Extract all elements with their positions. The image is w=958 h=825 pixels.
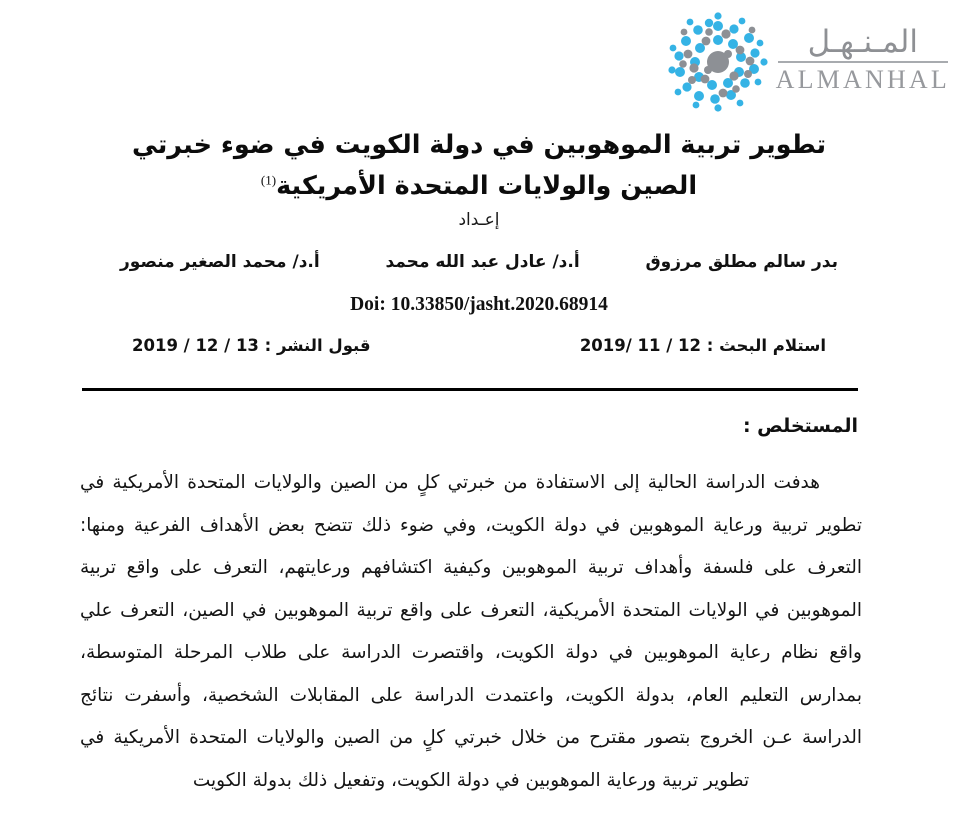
publisher-masthead <box>666 10 950 114</box>
abstract-body <box>80 462 862 802</box>
author-name: أ.د/ محمد الصغير منصور <box>120 252 320 272</box>
author-name: بدر سالم مطلق مرزوق <box>645 252 838 272</box>
page-title <box>70 125 888 208</box>
abstract-paragraph: هدفت الدراسة الحالية إلى الاستفادة من خبرتي كلٍ من الصين والولايات المتحدة الأمريكية في تطوير تربية ورعاية الموهوبين في دولة الكويت، وفي ضوء ذلك تتضح بعض الأهداف الفرعية ومنها: التعرف على فلسفة وأهداف تربية الموهوبين وكيفية اكتشافهم ورعايتهم، التعرف على واقع تربية الموهوبين في الولايات المتحدة الأمريكية، التعرف على واقع تربية الموهوبين في الصين، التعرف علي واقع نظام رعاية الموهوبين في دولة الكويت، واقتصرت الدراسة على طلاب المرحلة المتوسطة، بمدارس التعليم العام، بدولة الكويت، واعتمدت الدراسة على المقابلات الشخصية، وأسفرت نتائج الدراسة عـن الخروج بتصور مقترح من خلال خبرتي كلٍ من الصين والولايات المتحدة الأمريكية في تطوير تربية ورعاية الموهوبين في دولة الكويت، وتفعيل ذلك بدولة الكويت <box>80 472 862 791</box>
received-date: استلام البحث : 12 / 11 /2019 <box>579 336 826 355</box>
publisher-wordmark <box>776 25 950 99</box>
wordmark-arabic: المـنـهـل <box>807 23 918 60</box>
almanhal-dot-burst-icon <box>666 10 770 114</box>
prepared-by-label: إعـداد <box>458 210 500 230</box>
abstract-heading: المستخلص : <box>742 415 858 437</box>
header-divider <box>82 388 858 391</box>
accepted-date: قبول النشر : 13 / 12 / 2019 <box>132 336 371 355</box>
publication-dates <box>132 336 826 355</box>
wordmark-underline <box>778 61 948 63</box>
doi-text[interactable]: Doi: 10.33850/jasht.2020.68914 <box>350 294 608 315</box>
wordmark-latin: ALMANHAL <box>775 64 950 94</box>
title-line-1: تطوير تربية الموهوبين في دولة الكويت في ضوء خبرتي <box>131 130 827 161</box>
author-name: أ.د/ عادل عبد الله محمد <box>385 252 580 272</box>
title-footnote-marker: (1) <box>260 172 277 188</box>
author-list <box>120 252 838 272</box>
title-line-2: الصين والولايات المتحدة الأمريكية <box>276 171 698 202</box>
